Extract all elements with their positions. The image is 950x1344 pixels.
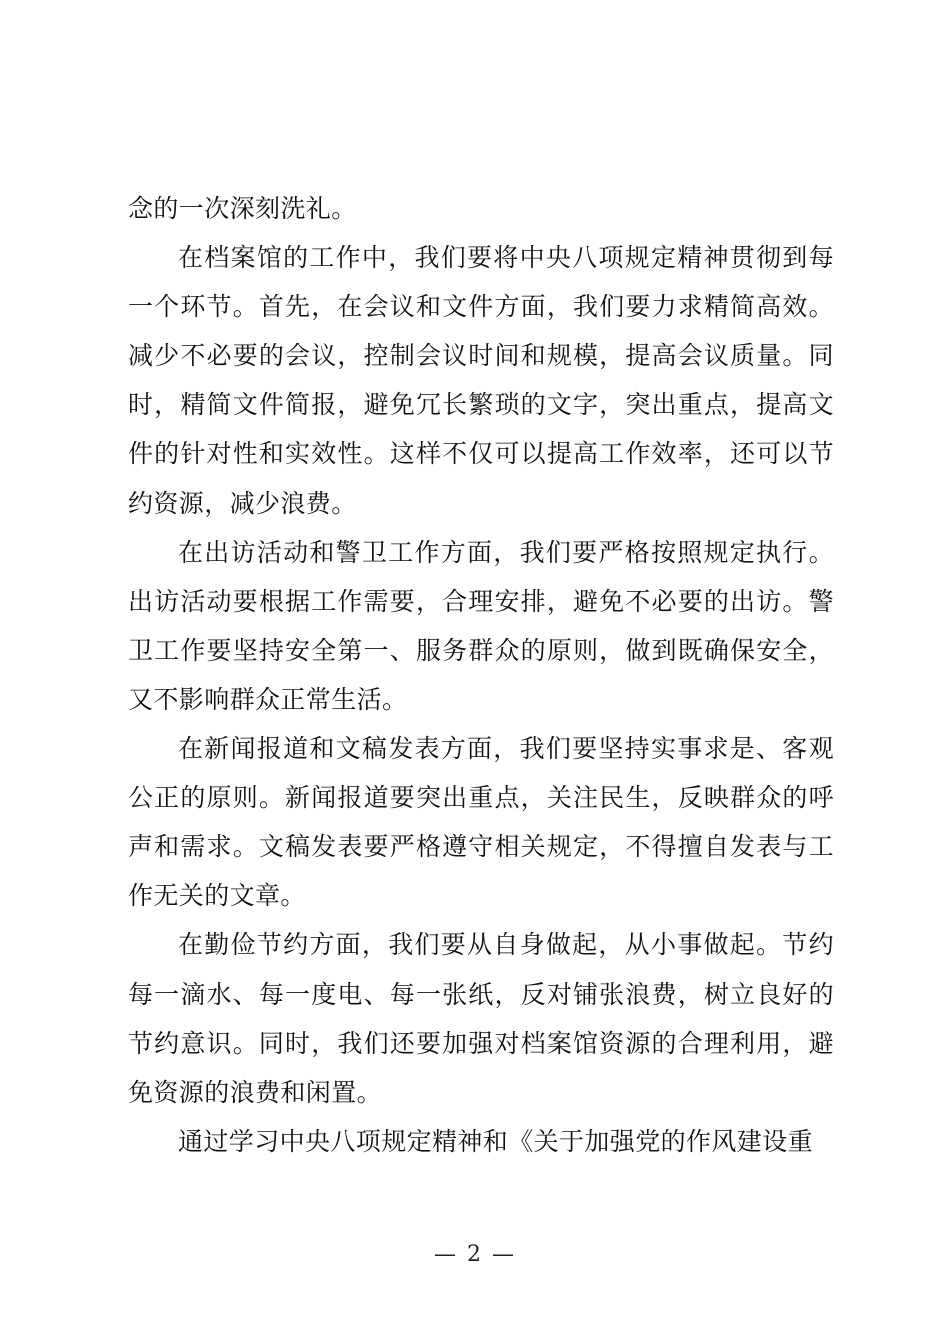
paragraph-meetings-documents: 在档案馆的工作中，我们要将中央八项规定精神贯彻到每一个环节。首先，在会议和文件方面，我们要力求精简高效。减少不必要的会议，控制会议时间和规模，提高会议质量。同时，精简文件简报，避免冗长繁琐的文字，突出重点，提高文件的针对性和实效性。这样不仅可以提高工作效率，还可以节约资源，减少浪费。 [128, 243, 834, 518]
body-text [128, 184, 834, 1166]
paragraph-thrift: 在勤俭节约方面，我们要从自身做起，从小事做起。节约每一滴水、每一度电、每一张纸，反对铺张浪费，树立良好的节约意识。同时，我们还要加强对档案馆资源的合理利用，避免资源的浪费和闲置。 [128, 930, 834, 1107]
paragraph-visits-security: 在出访活动和警卫工作方面，我们要严格按照规定执行。出访活动要根据工作需要，合理安排，避免不必要的出访。警卫工作要坚持安全第一、服务群众的原则，做到既确保安全，又不影响群众正常生活。 [128, 537, 834, 714]
paragraph-study-conclusion: 通过学习中央八项规定精神和《关于加强党的作风建设重 [178, 1126, 814, 1156]
paragraph-news-articles: 在新闻报道和文稿发表方面，我们要坚持实事求是、客观公正的原则。新闻报道要突出重点，关注民生，反映群众的呼声和需求。文稿发表要严格遵守相关规定，不得擅自发表与工作无关的文章。 [128, 734, 834, 911]
page-number: — 2 — [434, 1242, 516, 1267]
paragraph-continuation: 念的一次深刻洗礼。 [128, 194, 357, 223]
